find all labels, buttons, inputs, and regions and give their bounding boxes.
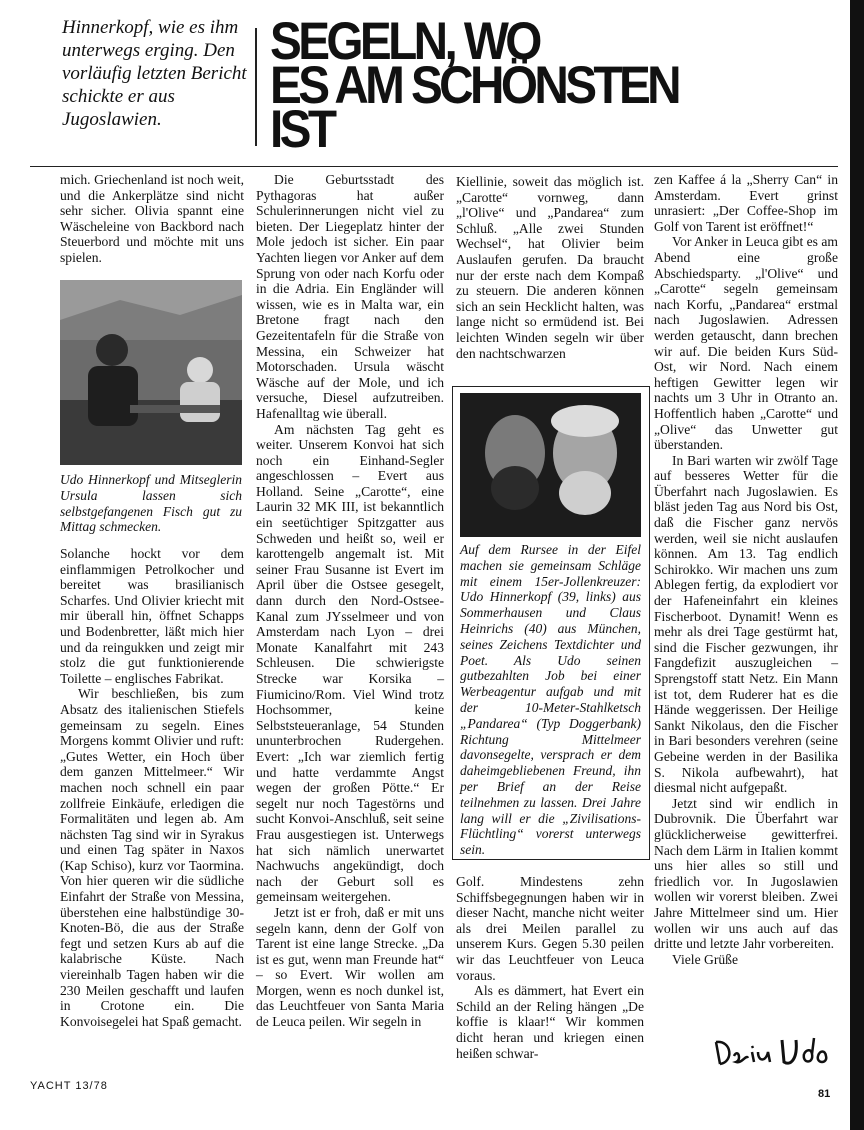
photo-two-men-portrait [460, 393, 641, 537]
page-edge-bar [850, 0, 864, 1130]
headline-line-3: IST [270, 100, 334, 159]
paragraph: Vor Anker in Leuca gibt es am Abend eine große Abschiedsparty. „l'Olive“ und „Carotte“ segeln gemeinsam nach Korfu, „Pandarea“ erstmal nach Jugoslawien. Adressen werden getauscht, dann brechen wir auf. Die beiden Kurs Süd-Ost, wir Nord. Nach einem heftigen Gewitter legen wir nachts um 3 Uhr in Otranto an. Hoffentlich haben „Carotte“ und „Olive“ das Unwetter gut überstanden. [654, 234, 838, 453]
article-column-4 [654, 172, 838, 967]
intro-text: Hinnerkopf, wie es ihm unterwegs erging. Den vorläufig letzten Bericht schickte er aus Jugoslawien. [62, 17, 247, 130]
divider-vertical [255, 28, 257, 146]
photo-caption-2: Auf dem Rursee in der Eifel machen sie gemeinsam Schläge mit einem 15er-Jollenkreuzer: Udo Hinnerkopf (39, links) aus Sommerhausen und Claus Heinrichs (40) aus München, seines Zeichens Textdichter und Poet. Als Udo seinen gutbezahlten Job bei einer Werbeagentur aufgab und mit der 10-Meter-Stahlketsch „Pandarea“ (Typ Doggerbank) Richtung Mittelmeer davonsegelte, versprach er dem daheimgebliebenen Freund, ihn per Brief an der Reise teilnehmen zu lassen. Drei Jahre lang will er die „Zivilisations-Flüchtling“ vorerst unterwegs sein. [460, 542, 641, 858]
greeting: Viele Grüße [672, 951, 738, 967]
headline-line-1: SEGELN, WO [270, 12, 539, 71]
handwritten-signature [712, 1034, 832, 1075]
photo-caption-1: Udo Hinnerkopf und Mitseglerin Ursula lassen sich selbstgefangenen Fisch gut zu Mittag schmecken. [60, 472, 242, 535]
article-column-1-continued [60, 546, 244, 1029]
paragraph: Solanche hockt vor dem einflammigen Petrolkocher und bereitet was brasilianisch Scharfes. Und Olivier kriecht mit mir überall hin, öffnet Schapps und Bodenbretter, läßt mich hier und da reingukken und zeigt mir stolz die gut funktionierende Toilette – englisches Fabrikat. [60, 546, 244, 686]
headline-line-2: ES AM SCHÖNSTEN [270, 56, 679, 115]
article-column-1 [60, 172, 244, 266]
headline [270, 12, 774, 159]
photo-sailors-eating [60, 280, 242, 465]
article-column-2 [256, 172, 444, 1030]
paragraph: Jetzt ist er froh, daß er mit uns segeln kann, denn der Golf von Tarent ist eine lange Strecke. „Da ist es gut, wenn man Freunde hat“ – so Evert. Wir wollen am Morgen, wenn es noch dunkel ist, das Leuchtfeuer von Santa Maria de Leuca peilen. Wir segeln in [256, 904, 444, 1030]
paragraph: Am nächsten Tag geht es weiter. Unserem Konvoi hat sich noch ein Einhand-Segler angeschlossen – Evert aus Holland. Seine „Carotte“, eine Laurin 32 MK III, ist bekanntlich ein seetüchtiger Spitzgatter aus Schweden und heißt so, weil er karottengelb angemalt ist. Mit seiner Frau Susanne ist Evert im April über die Ostsee gesegelt, dann durch den Nord-Ostsee-Kanal zum JYsselmeer und von Amsterdam nach Lyon – drei Monate Kanalfahrt mit 243 Schleusen. Die schwierigste Strecke war Korsika – Fiumicino/Rom. Viel Wind trotz Hochsommer, keine Selbststeueranlage, 54 Stunden ununterbrochen Rudergehen. Evert: „Ich war ziemlich fertig und hatte verdammte Angst wegen der großen Pötte.“ Er segelt nur noch Tagestörns und sucht Konvoi-Anschluß, seit seine Frau ausgestiegen ist. Unterwegs hat sich nämlich unerwartet Nachwuchs angekündigt, doch nach der Geburt soll es gemeinsam weitergehen. [256, 421, 444, 905]
magazine-footer: YACHT 13/78 [30, 1080, 108, 1092]
article-column-3-continued [456, 874, 644, 1061]
paragraph: mich. Griechenland ist noch weit, und die Ankerplätze sind nicht sehr sicher. Olivia spannt eine Wäscheleine von Backbord nach Steuerbord und möchte mit uns spielen. [60, 172, 244, 265]
paragraph: Golf. Mindestens zehn Schiffsbegegnungen haben wir in dieser Nacht, manche nicht weiter als drei Meilen parallel zu unserem Kurs. Gegen 5.30 peilen wir das Leuchtfeuer von Leuca voraus. [456, 874, 644, 983]
article-column-3 [456, 174, 644, 361]
paragraph: Kiellinie, soweit das möglich ist. „Carotte“ vornweg, dann „l'Olive“ und „Pandarea“ zum Schluß. „Alle zwei Stunden Wechsel“, hat Olivier beim Auslaufen gerufen. Da braucht nur der erste nach dem Kompaß zu steuern. Die anderen können sich an sein Hecklicht halten, was lange nicht so ermüdend ist. Bei leichten Winden segeln wir über den nachtschwarzen [456, 174, 644, 361]
paragraph: Wir beschließen, bis zum Absatz des italienischen Stiefels gemeinsam zu segeln. Eines Morgens kommt Olivier und ruft: „Gutes Wetter, ein Hoch über dem ganzen Mittelmeer.“ Wir machen noch schnell ein paar zollfreie Einkäufe, erledigen die Formalitäten und legen ab. Am nächsten Tag sind wir in Syrakus und einen Tag später in Naxos (Kap Schiso), kurz vor Taormina. Von hier queren wir die südliche Einfahrt der Straße von Messina, überstehen eine halbstündige 30-Knoten-Bö, die aus der Straße fegt und setzen Kurs ab auf die kalabrische Küste. Nach viereinhalb Tagen haben wir die 230 Meilen geschafft und laufen in Crotone ein. Die Konvoisegelei hat Spaß gemacht. [60, 686, 244, 1029]
paragraph: Die Geburtsstadt des Pythagoras hat außer Schulerinnerungen nicht viel zu bieten. Der Liegeplatz hinter der Mole jedoch ist sicher. Ein paar Yachten liegen vor Anker auf dem Sprung von oder nach Korfu oder in die Adria. Ein Engländer will wissen, wie es in Malta war, ein Bretone fragt nach den Gezeitentafeln für die Straße von Messina, ein Schweizer hat Motorschaden. Ursula wäscht Wäsche auf der Mole, und ich versuche, Diesel aufzutreiben. Hafenalltag wie überall. [256, 172, 444, 421]
paragraph: In Bari warten wir zwölf Tage auf besseres Wetter für die Überfahrt nach Jugoslawien. Es bläst jeden Tag aus Nord bis Ost, daß die Fischer ganz nervös werden, weil sie nicht auslaufen können. Am 13. Tag endlich Schirokko. Wir machen uns zum Ablegen fertig, da explodiert vor der Hafeneinfahrt ein kleines Fischerboot. Dynamit! Wenn es mehr als drei Tage gestürmt hat, sind die Fischer gezwungen, ihr Fangdefizit auszugleichen – Sprengstoff statt Netz. Ein Mann ist tot, dem Ruderer hat es die Hände weggerissen. Der Heilige Sankt Nikolaus, den die Fischer in Bari besonders verehren (seine Gebeine werden in der Basilika S. Nikola aufbewahrt), hat diesmal nicht aufgepaßt. [654, 452, 838, 796]
paragraph: zen Kaffee á la „Sherry Can“ in Amsterdam. Evert grinst unrasiert: „Der Coffee-Shop im Golf von Tarent ist eröffnet!“ [654, 172, 838, 234]
paragraph: Als es dämmert, hat Evert ein Schild an der Reling hängen „De koffie is klaar!“ Wir kommen dicht heran und kriegen einen heißen schwar- [456, 983, 644, 1061]
divider-horizontal [30, 166, 838, 167]
paragraph: Jetzt sind wir endlich in Dubrovnik. Die Überfahrt war glücklicherweise gewitterfrei. Nach dem Lärm in Italien kommt uns hier alles so still und friedlich vor. In Jugoslawien wollen wir vorerst bleiben. Zwei Jahre Mittelmeer sind um. Hier wollen wir uns auch auf das dritte und letzte Jahr vorbereiten. [654, 795, 838, 952]
page-number: 81 [818, 1088, 831, 1100]
